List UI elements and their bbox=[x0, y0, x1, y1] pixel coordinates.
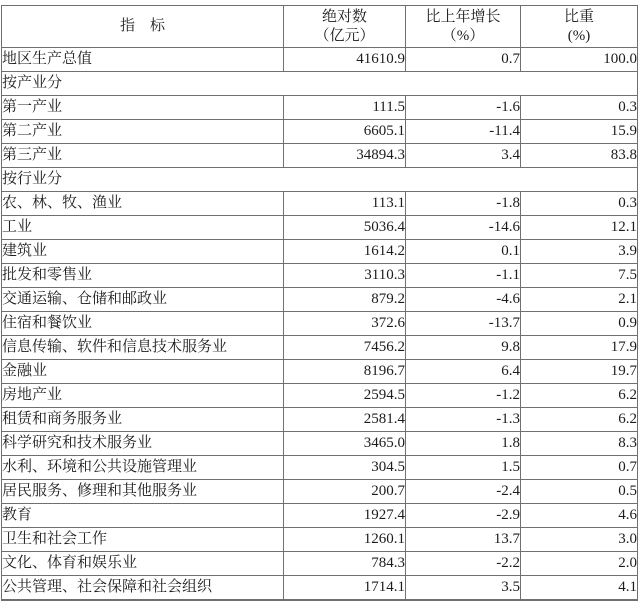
growth-value-cell: 1.8 bbox=[406, 432, 521, 456]
table-row bbox=[2, 456, 638, 480]
indicator-cell: 科学研究和技术服务业 bbox=[2, 432, 284, 456]
table-row bbox=[2, 48, 638, 72]
indicator-cell: 公共管理、社会保障和社会组织 bbox=[2, 576, 284, 601]
col-header-absolute bbox=[284, 6, 406, 48]
col-header-indicator-label: 指 标 bbox=[119, 18, 165, 34]
indicator-cell: 房地产业 bbox=[2, 384, 284, 408]
absolute-value-cell: 304.5 bbox=[284, 456, 406, 480]
table-row bbox=[2, 264, 638, 288]
absolute-value-cell: 8196.7 bbox=[284, 360, 406, 384]
share-value-cell: 3.0 bbox=[521, 528, 638, 552]
indicator-cell: 金融业 bbox=[2, 360, 284, 384]
share-value-cell: 3.9 bbox=[521, 240, 638, 264]
absolute-value-cell: 1714.1 bbox=[284, 576, 406, 601]
absolute-value-cell: 1614.2 bbox=[284, 240, 406, 264]
absolute-value-cell: 41610.9 bbox=[284, 48, 406, 72]
section-label: 按产业分 bbox=[2, 72, 638, 96]
table-row bbox=[2, 312, 638, 336]
indicator-cell: 水利、环境和公共设施管理业 bbox=[2, 456, 284, 480]
indicator-cell: 地区生产总值 bbox=[2, 48, 284, 72]
col-header-growth-line2: （%） bbox=[441, 27, 485, 44]
table-body bbox=[2, 48, 638, 601]
growth-value-cell: 1.5 bbox=[406, 456, 521, 480]
indicator-cell: 第三产业 bbox=[2, 144, 284, 168]
share-value-cell: 15.9 bbox=[521, 120, 638, 144]
share-value-cell: 19.7 bbox=[521, 360, 638, 384]
growth-value-cell: 0.1 bbox=[406, 240, 521, 264]
table-row bbox=[2, 408, 638, 432]
growth-value-cell: 6.4 bbox=[406, 360, 521, 384]
absolute-value-cell: 200.7 bbox=[284, 480, 406, 504]
absolute-value-cell: 784.3 bbox=[284, 552, 406, 576]
share-value-cell: 4.1 bbox=[521, 576, 638, 601]
col-header-share bbox=[521, 6, 638, 48]
col-header-absolute-line2: （亿元） bbox=[314, 27, 375, 44]
growth-value-cell: -2.4 bbox=[406, 480, 521, 504]
growth-value-cell: -1.3 bbox=[406, 408, 521, 432]
absolute-value-cell: 2581.4 bbox=[284, 408, 406, 432]
growth-value-cell: 9.8 bbox=[406, 336, 521, 360]
table-row bbox=[2, 216, 638, 240]
absolute-value-cell: 34894.3 bbox=[284, 144, 406, 168]
growth-value-cell: -2.9 bbox=[406, 504, 521, 528]
table-row bbox=[2, 432, 638, 456]
absolute-value-cell: 1260.1 bbox=[284, 528, 406, 552]
table-row bbox=[2, 288, 638, 312]
absolute-value-cell: 879.2 bbox=[284, 288, 406, 312]
col-header-indicator bbox=[2, 6, 284, 48]
growth-value-cell: -11.4 bbox=[406, 120, 521, 144]
growth-value-cell: 13.7 bbox=[406, 528, 521, 552]
indicator-cell: 交通运输、仓储和邮政业 bbox=[2, 288, 284, 312]
share-value-cell: 4.6 bbox=[521, 504, 638, 528]
statistics-table bbox=[1, 5, 638, 601]
table-row bbox=[2, 504, 638, 528]
share-value-cell: 0.7 bbox=[521, 456, 638, 480]
table-row bbox=[2, 360, 638, 384]
col-header-share-line1: 比重 bbox=[563, 8, 594, 25]
share-value-cell: 6.2 bbox=[521, 384, 638, 408]
indicator-cell: 租赁和商务服务业 bbox=[2, 408, 284, 432]
growth-value-cell: -1.2 bbox=[406, 384, 521, 408]
table-row bbox=[2, 192, 638, 216]
table-row bbox=[2, 552, 638, 576]
growth-value-cell: -4.6 bbox=[406, 288, 521, 312]
share-value-cell: 12.1 bbox=[521, 216, 638, 240]
growth-value-cell: 0.7 bbox=[406, 48, 521, 72]
col-header-absolute-line1: 绝对数 bbox=[321, 8, 367, 25]
share-value-cell: 7.5 bbox=[521, 264, 638, 288]
header-row bbox=[2, 6, 638, 48]
col-header-share-line2: (%) bbox=[567, 27, 591, 44]
absolute-value-cell: 111.5 bbox=[284, 96, 406, 120]
col-header-growth-line1: 比上年增长 bbox=[425, 8, 501, 25]
indicator-cell: 批发和零售业 bbox=[2, 264, 284, 288]
table-row bbox=[2, 384, 638, 408]
section-label: 按行业分 bbox=[2, 168, 638, 192]
indicator-cell: 居民服务、修理和其他服务业 bbox=[2, 480, 284, 504]
table-row bbox=[2, 480, 638, 504]
indicator-cell: 工业 bbox=[2, 216, 284, 240]
section-row bbox=[2, 168, 638, 192]
indicator-cell: 建筑业 bbox=[2, 240, 284, 264]
table-row bbox=[2, 240, 638, 264]
share-value-cell: 0.5 bbox=[521, 480, 638, 504]
growth-value-cell: 3.5 bbox=[406, 576, 521, 601]
share-value-cell: 0.3 bbox=[521, 96, 638, 120]
absolute-value-cell: 5036.4 bbox=[284, 216, 406, 240]
table-row bbox=[2, 336, 638, 360]
growth-value-cell: -1.8 bbox=[406, 192, 521, 216]
absolute-value-cell: 6605.1 bbox=[284, 120, 406, 144]
absolute-value-cell: 1927.4 bbox=[284, 504, 406, 528]
share-value-cell: 83.8 bbox=[521, 144, 638, 168]
indicator-cell: 卫生和社会工作 bbox=[2, 528, 284, 552]
indicator-cell: 第一产业 bbox=[2, 96, 284, 120]
table-header bbox=[2, 6, 638, 48]
growth-value-cell: -13.7 bbox=[406, 312, 521, 336]
share-value-cell: 6.2 bbox=[521, 408, 638, 432]
growth-value-cell: 3.4 bbox=[406, 144, 521, 168]
table-row bbox=[2, 96, 638, 120]
absolute-value-cell: 3465.0 bbox=[284, 432, 406, 456]
indicator-cell: 农、林、牧、渔业 bbox=[2, 192, 284, 216]
growth-value-cell: -1.1 bbox=[406, 264, 521, 288]
indicator-cell: 信息传输、软件和信息技术服务业 bbox=[2, 336, 284, 360]
absolute-value-cell: 372.6 bbox=[284, 312, 406, 336]
share-value-cell: 100.0 bbox=[521, 48, 638, 72]
absolute-value-cell: 2594.5 bbox=[284, 384, 406, 408]
growth-value-cell: -14.6 bbox=[406, 216, 521, 240]
table-row bbox=[2, 144, 638, 168]
absolute-value-cell: 113.1 bbox=[284, 192, 406, 216]
share-value-cell: 8.3 bbox=[521, 432, 638, 456]
section-row bbox=[2, 72, 638, 96]
share-value-cell: 0.3 bbox=[521, 192, 638, 216]
growth-value-cell: -2.2 bbox=[406, 552, 521, 576]
indicator-cell: 教育 bbox=[2, 504, 284, 528]
absolute-value-cell: 3110.3 bbox=[284, 264, 406, 288]
indicator-cell: 住宿和餐饮业 bbox=[2, 312, 284, 336]
share-value-cell: 0.9 bbox=[521, 312, 638, 336]
table-row bbox=[2, 576, 638, 601]
share-value-cell: 2.0 bbox=[521, 552, 638, 576]
indicator-cell: 文化、体育和娱乐业 bbox=[2, 552, 284, 576]
growth-value-cell: -1.6 bbox=[406, 96, 521, 120]
table-row bbox=[2, 120, 638, 144]
share-value-cell: 2.1 bbox=[521, 288, 638, 312]
table-row bbox=[2, 528, 638, 552]
share-value-cell: 17.9 bbox=[521, 336, 638, 360]
indicator-cell: 第二产业 bbox=[2, 120, 284, 144]
absolute-value-cell: 7456.2 bbox=[284, 336, 406, 360]
col-header-growth bbox=[406, 6, 521, 48]
